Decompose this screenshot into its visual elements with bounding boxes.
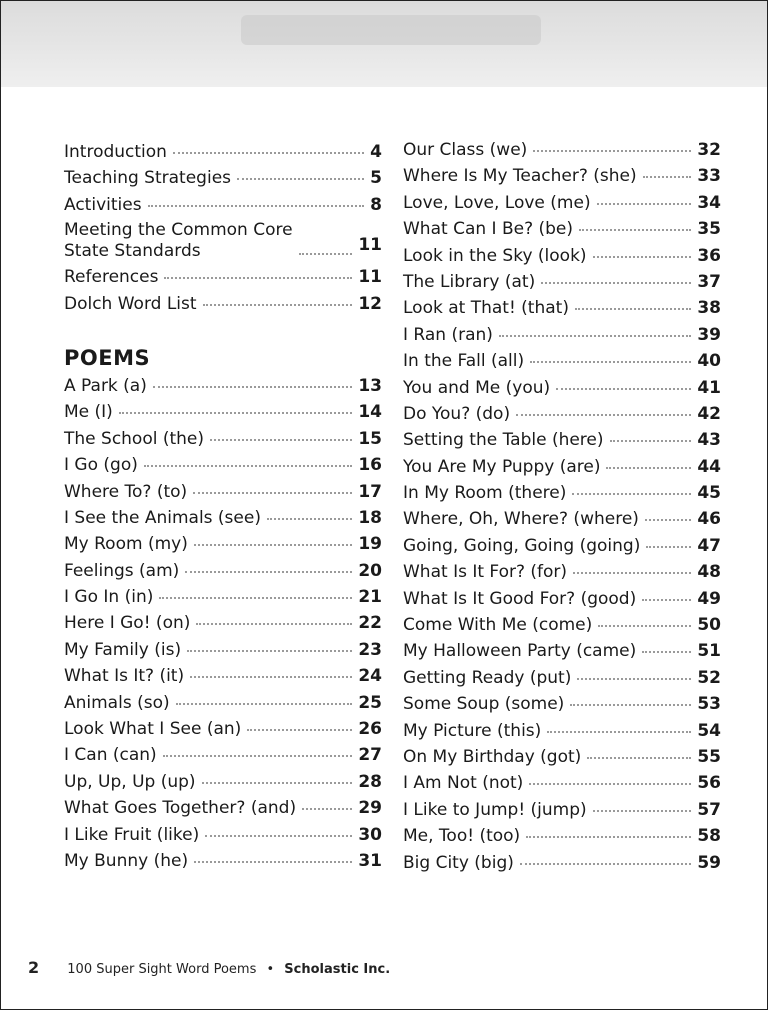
toc-entry-page: 14 — [358, 402, 382, 423]
toc-entry — [403, 691, 721, 717]
toc-entry-page: 56 — [697, 773, 721, 794]
dot-leader — [119, 411, 353, 414]
page-footer — [28, 958, 390, 977]
toc-entry-page: 29 — [358, 798, 382, 819]
toc-entry — [64, 822, 382, 848]
toc-entry — [64, 218, 382, 264]
dot-leader — [530, 360, 691, 363]
toc-entry-title: References — [64, 267, 159, 288]
toc-entry-title: I Go (go) — [64, 455, 138, 476]
toc-entry-page: 20 — [358, 560, 382, 581]
toc-entry-title: Do You? (do) — [403, 403, 511, 424]
dot-leader — [593, 255, 692, 258]
toc-entry-page: 17 — [358, 481, 382, 502]
toc-entry-page: 59 — [697, 852, 721, 873]
toc-entry — [403, 612, 721, 638]
toc-entry-page: 43 — [697, 430, 721, 451]
toc-entry-page: 4 — [370, 142, 382, 162]
toc-entry-page: 45 — [697, 483, 721, 504]
dot-leader — [164, 276, 352, 279]
toc-entry — [64, 426, 382, 452]
toc-entry-title: Come With Me (come) — [403, 615, 593, 636]
toc-entry — [403, 638, 721, 664]
dot-leader — [176, 702, 353, 705]
toc-entry-page: 48 — [697, 562, 721, 583]
toc-entry — [403, 137, 721, 163]
toc-entry-title: Look in the Sky (look) — [403, 245, 587, 266]
toc-entry-title: In the Fall (all) — [403, 351, 525, 372]
toc-entry — [403, 427, 721, 453]
dot-leader — [194, 860, 352, 863]
dot-leader — [173, 151, 364, 154]
toc-entry-page: 44 — [697, 456, 721, 477]
dot-leader — [573, 571, 691, 574]
dot-leader — [190, 675, 352, 678]
toc-entry-title: I Go In (in) — [64, 587, 154, 608]
toc-entry-page: 27 — [358, 745, 382, 766]
toc-entry — [403, 744, 721, 770]
toc-entry-title: My Picture (this) — [403, 720, 542, 741]
toc-entry-title: The Library (at) — [403, 271, 536, 292]
dot-leader — [163, 754, 353, 757]
toc-entry-page: 42 — [697, 403, 721, 424]
toc-entry — [403, 559, 721, 585]
toc-entry-title: Dolch Word List — [64, 293, 197, 314]
toc-entry-title-line1: Meeting the Common Core — [64, 220, 293, 241]
dot-leader — [572, 492, 691, 495]
dot-leader — [516, 413, 691, 416]
dot-leader — [196, 622, 352, 625]
dot-leader — [610, 439, 692, 442]
toc-entry — [64, 584, 382, 610]
toc-entry-title: I Can (can) — [64, 745, 157, 766]
toc-entry-title-line2: State Standards — [64, 241, 201, 262]
toc-entry-page: 8 — [370, 194, 382, 215]
toc-entry — [403, 770, 721, 796]
toc-entry-title: Setting the Table (here) — [403, 430, 604, 451]
toc-entry-title: What Is It? (it) — [64, 666, 185, 687]
toc-entry — [64, 479, 382, 505]
toc-entry-page: 47 — [697, 535, 721, 556]
toc-entry — [403, 718, 721, 744]
toc-entry — [403, 533, 721, 559]
toc-entry-page: 31 — [358, 850, 382, 871]
toc-right-column — [403, 137, 721, 876]
toc-entry — [64, 637, 382, 663]
toc-entry-title: What Goes Together? (and) — [64, 798, 297, 819]
toc-entry — [403, 850, 721, 876]
toc-entry-title: Love, Love, Love (me) — [403, 192, 591, 213]
dot-leader — [247, 728, 352, 731]
toc-entry-page: 22 — [358, 613, 382, 634]
toc-entry-page: 30 — [358, 824, 382, 845]
toc-entry-title: A Park (a) — [64, 375, 147, 396]
toc-entry — [64, 399, 382, 425]
toc-entry-title: The School (the) — [64, 428, 205, 449]
toc-entry-page: 32 — [697, 140, 721, 160]
toc-entry-title: I Like Fruit (like) — [64, 824, 200, 845]
toc-entry-page: 50 — [697, 615, 721, 636]
dot-leader — [579, 228, 691, 231]
toc-entry-title: Feelings (am) — [64, 560, 180, 581]
toc-entry — [64, 795, 382, 821]
toc-entry-title: Animals (so) — [64, 692, 170, 713]
toc-entry — [403, 506, 721, 532]
toc-entry-title: What Can I Be? (be) — [403, 219, 574, 240]
toc-entry — [403, 401, 721, 427]
toc-entry-page: 12 — [358, 293, 382, 314]
dot-leader — [210, 438, 352, 441]
toc-entry-title: Our Class (we) — [403, 140, 528, 160]
toc-entry-page: 36 — [697, 245, 721, 266]
toc-entry-title: I Ran (ran) — [403, 324, 493, 345]
dot-leader — [587, 756, 691, 759]
toc-entry-page: 18 — [358, 507, 382, 528]
poems-list-right — [403, 137, 721, 876]
toc-entry-page: 24 — [358, 666, 382, 687]
toc-entry-title: On My Birthday (got) — [403, 746, 582, 767]
toc-entry-page: 57 — [697, 799, 721, 820]
toc-entry-title: You Are My Puppy (are) — [403, 456, 601, 477]
dot-leader — [575, 307, 691, 310]
toc-entry-page: 55 — [697, 746, 721, 767]
toc-entry-title: Teaching Strategies — [64, 168, 232, 189]
poems-list-left — [64, 373, 382, 874]
dot-leader — [598, 624, 691, 627]
toc-entry-page: 28 — [358, 771, 382, 792]
dot-leader — [520, 862, 691, 865]
toc-entry-title: I See the Animals (see) — [64, 507, 261, 528]
page-number: 2 — [28, 958, 40, 977]
dot-leader — [203, 303, 353, 306]
toc-entry-page: 49 — [697, 588, 721, 609]
dot-leader — [556, 387, 691, 390]
toc-entry-page: 5 — [370, 168, 382, 189]
toc-entry — [64, 716, 382, 742]
toc-entry-title: Look at That! (that) — [403, 298, 569, 319]
toc-entry-page: 21 — [358, 587, 382, 608]
toc-entry — [64, 742, 382, 768]
toc-entry-title: My Halloween Party (came) — [403, 641, 637, 662]
toc-entry-page: 53 — [697, 694, 721, 715]
toc-entry-title: My Bunny (he) — [64, 850, 189, 871]
dot-leader — [499, 334, 691, 337]
toc-entry-page: 13 — [358, 375, 382, 396]
dot-leader — [185, 570, 352, 573]
toc-entry-title: Here I Go! (on) — [64, 613, 191, 634]
front-matter-list — [64, 139, 382, 317]
toc-entry — [64, 165, 382, 191]
toc-entry — [64, 505, 382, 531]
toc-entry-page: 19 — [358, 534, 382, 555]
toc-entry — [64, 531, 382, 557]
toc-entry — [403, 163, 721, 189]
toc-entry-title: Where, Oh, Where? (where) — [403, 509, 639, 530]
toc-entry — [64, 610, 382, 636]
dot-leader — [547, 730, 691, 733]
dot-leader — [642, 650, 691, 653]
toc-entry-page: 37 — [697, 271, 721, 292]
toc-entry-title: Going, Going, Going (going) — [403, 535, 641, 556]
toc-entry — [403, 454, 721, 480]
toc-entry — [403, 348, 721, 374]
toc-entry — [64, 769, 382, 795]
dot-leader — [533, 149, 691, 152]
dot-leader — [267, 517, 352, 520]
toc-left-column — [64, 139, 382, 874]
toc-entry-page: 33 — [697, 166, 721, 187]
dot-leader — [153, 385, 352, 388]
dot-leader — [187, 649, 352, 652]
toc-entry-page: 15 — [358, 428, 382, 449]
toc-entry — [403, 823, 721, 849]
toc-entry — [64, 192, 382, 218]
dot-leader — [570, 703, 691, 706]
toc-entry-page: 51 — [697, 641, 721, 662]
scan-smudge — [241, 15, 541, 45]
toc-entry-title: Up, Up, Up (up) — [64, 771, 196, 792]
footer-separator: • — [266, 962, 275, 977]
dot-leader — [237, 177, 364, 180]
toc-entry — [403, 243, 721, 269]
publisher-name: Scholastic Inc. — [284, 962, 391, 977]
dot-leader — [194, 543, 352, 546]
toc-entry-page: 25 — [358, 692, 382, 713]
toc-entry-title: Me (I) — [64, 402, 113, 423]
toc-entry — [403, 797, 721, 823]
toc-entry-page: 35 — [697, 219, 721, 240]
toc-entry — [64, 373, 382, 399]
toc-entry-page: 58 — [697, 826, 721, 847]
toc-entry — [64, 452, 382, 478]
dot-leader — [299, 252, 353, 255]
toc-entry-page: 11 — [358, 267, 382, 288]
toc-entry-title: You and Me (you) — [403, 377, 551, 398]
toc-entry — [403, 269, 721, 295]
book-title: 100 Super Sight Word Poems — [67, 962, 257, 977]
toc-entry-title: Introduction — [64, 142, 167, 162]
toc-entry — [64, 139, 382, 165]
toc-entry — [403, 190, 721, 216]
dot-leader — [646, 545, 691, 548]
toc-entry-title: Where To? (to) — [64, 481, 188, 502]
toc-entry — [64, 291, 382, 317]
toc-entry-title: I Am Not (not) — [403, 773, 524, 794]
toc-entry — [403, 216, 721, 242]
toc-entry-title: Some Soup (some) — [403, 694, 565, 715]
dot-leader — [148, 204, 365, 207]
dot-leader — [577, 677, 691, 680]
scanned-top-band — [1, 1, 767, 87]
dot-leader — [597, 202, 692, 205]
dot-leader — [593, 809, 692, 812]
toc-entry-page: 52 — [697, 667, 721, 688]
dot-leader — [193, 491, 352, 494]
dot-leader — [643, 175, 692, 178]
toc-entry — [403, 480, 721, 506]
toc-entry-page: 46 — [697, 509, 721, 530]
dot-leader — [541, 281, 691, 284]
dot-leader — [202, 781, 353, 784]
toc-entry-title: My Family (is) — [64, 639, 182, 660]
dot-leader — [645, 518, 691, 521]
dot-leader — [606, 466, 691, 469]
toc-entry-page: 54 — [697, 720, 721, 741]
toc-entry — [403, 586, 721, 612]
toc-entry-page: 38 — [697, 298, 721, 319]
toc-entry-title: What Is It Good For? (good) — [403, 588, 637, 609]
toc-entry-title: In My Room (there) — [403, 483, 567, 504]
toc-entry-title: Activities — [64, 194, 142, 215]
toc-entry-page: 23 — [358, 639, 382, 660]
toc-entry-page: 16 — [358, 455, 382, 476]
dot-leader — [205, 834, 352, 837]
toc-entry-title: Big City (big) — [403, 852, 514, 873]
toc-entry-title: What Is It For? (for) — [403, 562, 568, 583]
toc-entry — [403, 295, 721, 321]
poems-heading: POEMS — [64, 345, 151, 370]
toc-entry-title: Look What I See (an) — [64, 719, 242, 740]
dot-leader — [529, 782, 691, 785]
toc-entry-page: 41 — [697, 377, 721, 398]
toc-entry — [64, 848, 382, 874]
toc-entry-title: My Room (my) — [64, 534, 188, 555]
toc-entry — [64, 690, 382, 716]
toc-entry-page: 11 — [358, 234, 382, 255]
toc-entry — [64, 558, 382, 584]
dot-leader — [144, 464, 352, 467]
toc-entry-page: 39 — [697, 324, 721, 345]
toc-entry — [64, 264, 382, 290]
toc-entry-page: 26 — [358, 719, 382, 740]
toc-entry-title: I Like to Jump! (jump) — [403, 799, 587, 820]
toc-entry-title: Where Is My Teacher? (she) — [403, 166, 637, 187]
toc-entry — [403, 375, 721, 401]
dot-leader — [526, 835, 691, 838]
toc-entry-page: 34 — [697, 192, 721, 213]
toc-entry-page: 40 — [697, 351, 721, 372]
dot-leader — [302, 807, 352, 810]
toc-entry — [64, 663, 382, 689]
toc-entry — [403, 322, 721, 348]
dot-leader — [159, 596, 352, 599]
dot-leader — [642, 598, 691, 601]
toc-entry-title: Getting Ready (put) — [403, 667, 572, 688]
toc-entry-title — [64, 220, 293, 264]
toc-entry — [403, 665, 721, 691]
toc-entry-title: Me, Too! (too) — [403, 826, 521, 847]
